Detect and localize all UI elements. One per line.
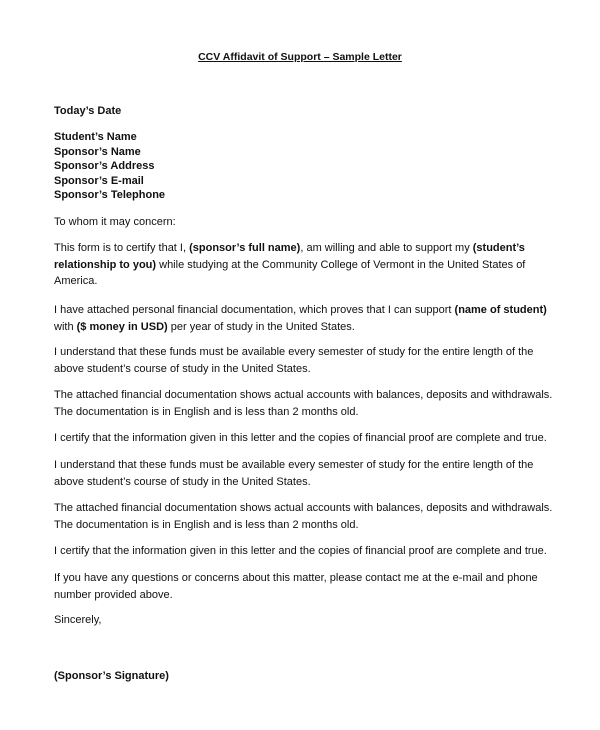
p2-text-3: per year of study in the United States. [167, 320, 355, 333]
p1-student-relationship: (student’s relationship to you) [54, 242, 525, 271]
date-label: Today’s Date [54, 105, 122, 117]
p2-money-usd: ($ money in USD) [76, 320, 168, 333]
paragraph-certify [54, 240, 554, 290]
paragraph-certify-information-repeat: I certify that the information given in this letter and the copies of financial proof are complete and true. [54, 545, 547, 557]
field-sponsor-name: Sponsor’s Name [54, 145, 141, 158]
paragraph-funds-available-repeat: I understand that these funds must be available every semester of study for the entire length of the above student’s course of study in the United States. [54, 459, 534, 488]
p1-text-1: This form is to certify that I, [54, 242, 190, 254]
letter-title: CCV Affidavit of Support – Sample Letter [198, 51, 402, 63]
p2-name-of-student: (name of student) [454, 304, 547, 316]
closing: Sincerely, [54, 614, 102, 626]
paragraph-contact: If you have any questions or concerns about this matter, please contact me at the e-mail and phone number provided above. [54, 572, 538, 601]
sponsor-fields [54, 130, 165, 203]
paragraph-financial-documentation [54, 302, 554, 335]
paragraph-funds-available: I understand that these funds must be available every semester of study for the entire length of the above student’s course of study in the United States. [54, 346, 534, 375]
field-sponsor-telephone: Sponsor’s Telephone [54, 189, 166, 201]
paragraph-certify-information: I certify that the information given in this letter and the copies of financial proof are complete and true. [54, 432, 547, 444]
sponsor-signature: (Sponsor’s Signature) [54, 670, 169, 682]
paragraph-attached-documentation: The attached financial documentation shows actual accounts with balances, deposits and withdrawals. The documentation is in English and is less than 2 months old. [54, 389, 553, 418]
p1-text-3: while studying at the Community College of Vermont in the United States of America. [54, 258, 526, 287]
field-sponsor-email: Sponsor’s E-mail [54, 174, 144, 187]
p2-text-1: I have attached personal financial documentation, which proves that I can support [54, 304, 455, 316]
p1-sponsor-full-name: (sponsor’s full name) [189, 242, 301, 254]
p1-text-2: , am willing and able to support my [300, 242, 473, 254]
field-sponsor-address: Sponsor’s Address [54, 160, 155, 172]
paragraph-attached-documentation-repeat: The attached financial documentation shows actual accounts with balances, deposits and withdrawals. The documentation is in English and is less than 2 months old. [54, 502, 553, 531]
p2-text-2: with [54, 320, 77, 333]
salutation: To whom it may concern: [54, 216, 176, 228]
field-student-name: Student’s Name [54, 131, 137, 143]
